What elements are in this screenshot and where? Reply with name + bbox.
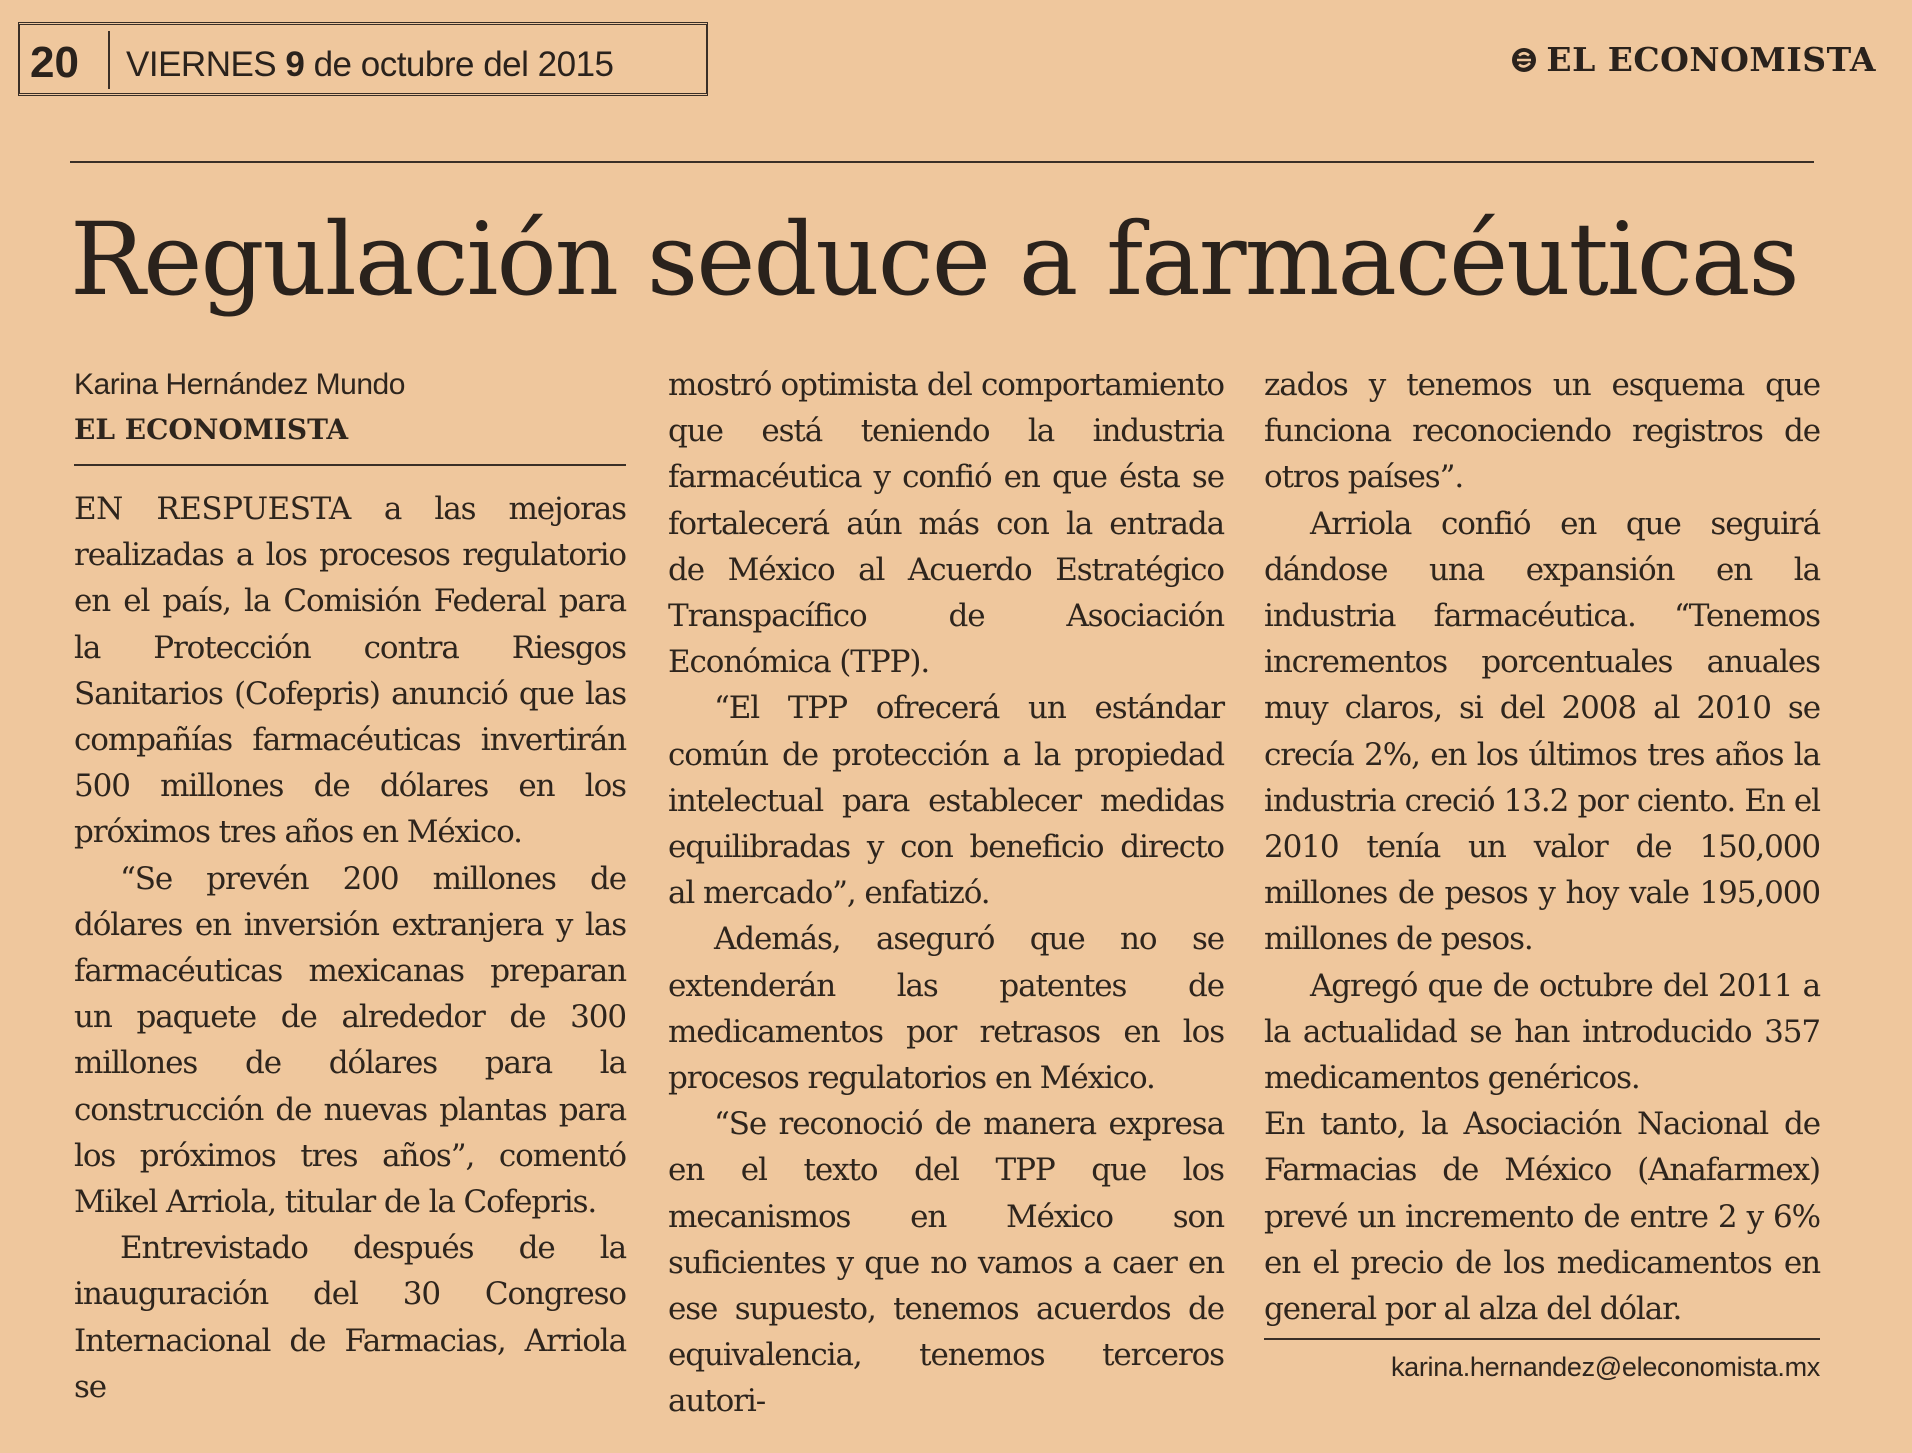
- article-paragraph: mostró optimista del comportamiento que está teniendo la industria farmacéutica y confió en que ésta se fortalecerá aún más con la entrada de México al Acuerdo Estratégico Transpacífico de Asociación Económica (TPP).: [668, 367, 1224, 681]
- article-paragraph: Además, aseguró que no se extenderán las patentes de medicamentos por retrasos en los procesos regulatorios en México.: [668, 921, 1224, 1097]
- headline-rule: [70, 161, 1814, 163]
- issue-weekday: VIERNES: [126, 45, 277, 84]
- byline-outlet: EL ECONOMISTA: [74, 413, 349, 446]
- article-paragraph: Entrevistado después de la inauguración del 30 Congreso Internacional de Farmacias, Arriola se: [74, 1230, 626, 1405]
- page-number: 20: [30, 38, 79, 87]
- publication-name: EL ECONOMISTA: [1546, 40, 1876, 79]
- article-paragraph: zados y tenemos un esquema que funciona reconociendo registros de otros países”.: [1264, 367, 1820, 496]
- article-headline: Regulación seduce a farmacéuticas: [70, 201, 1798, 318]
- byline-rule: [74, 464, 626, 466]
- issue-date: [126, 45, 614, 85]
- article-paragraph: Agregó que de octubre del 2011 a la actualidad se han introducido 357 medicamentos genéricos.: [1264, 967, 1820, 1097]
- article-paragraph: “Se prevén 200 millones de dólares en inversión extranjera y las farmacéuticas mexicanas preparan un paquete de alrededor de 300 millones de dólares para la construcción de nuevas plantas para los próximos tres años”, comentó Mikel Arriola, titular de la Cofepris.: [74, 860, 626, 1221]
- issue-month-year: de octubre del 2015: [304, 45, 614, 84]
- issue-day: 9: [285, 45, 305, 84]
- article-paragraph: “Se reconoció de manera expresa en el texto del TPP que los mecanismos en México son suficientes y que no vamos a caer en ese supuesto, tenemos acuerdos de equivalencia, tenemos terceros autori-: [668, 1106, 1224, 1420]
- article-column-1: [74, 362, 626, 1410]
- article-paragraph: En tanto, la Asociación Nacional de Farmacias de México (Anafarmex) prevé un incremento de entre 2 y 6% en el precio de los medicamentos en general por al alza del dólar.: [1264, 1106, 1820, 1328]
- article-paragraph: EN RESPUESTA a las mejoras realizadas a los procesos regulatorio en el país, la Comisión Federal para la Protección contra Riesgos Sanitarios (Cofepris) anunció que las compañías farmacéuticas invertirán 500 millones de dólares en los próximos tres años en México.: [74, 491, 626, 851]
- article-end-rule: [1264, 1338, 1820, 1340]
- newspaper-logo-icon: [1510, 46, 1538, 74]
- article-paragraph: “El TPP ofrecerá un estándar común de protección a la propiedad intelectual para establecer medidas equilibradas y con beneficio directo al mercado”, enfatizó.: [668, 690, 1224, 912]
- author-email: karina.hernandez@eleconomista.mx: [1390, 1352, 1820, 1383]
- folio-divider: [108, 31, 110, 89]
- article-column-3: [1264, 362, 1820, 1384]
- lead-caps: EN RESPUESTA: [74, 491, 351, 527]
- article-paragraph: Arriola confió en que seguirá dándose una expansión en la industria farmacéutica. “Tenemos incrementos porcentuales anuales muy claros, si del 2008 al 2010 se crecía 2%, en los últimos tres años la industria creció 13.2 por ciento. En el 2010 tenía un valor de 150,000 millones de pesos y hoy vale 195,000 millones de pesos.: [1264, 505, 1820, 958]
- folio-box: [18, 22, 708, 96]
- byline-author: Karina Hernández Mundo: [74, 368, 405, 401]
- masthead: [1510, 40, 1876, 79]
- article-column-2: [668, 362, 1224, 1425]
